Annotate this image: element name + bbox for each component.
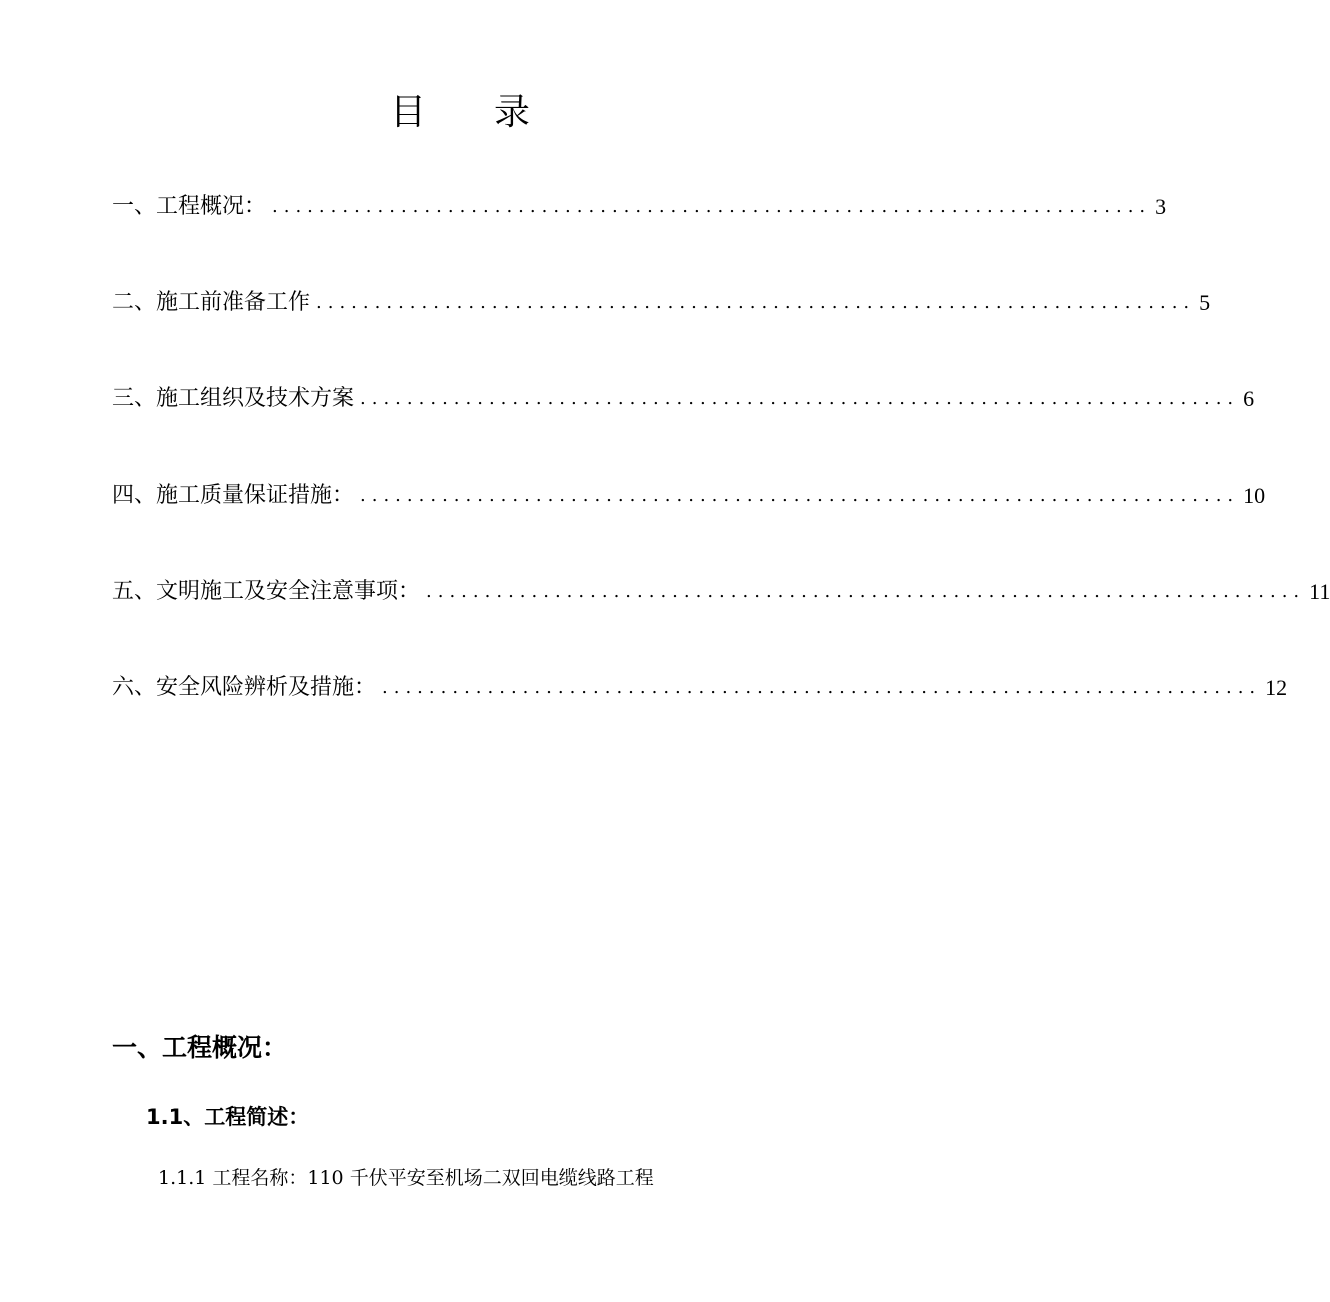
toc-entry-page: 10 bbox=[1243, 483, 1266, 508]
toc-entry-page: 3 bbox=[1155, 194, 1167, 219]
toc-entry-5[interactable] bbox=[112, 575, 1330, 609]
toc-entry-label: 一、工程概况： bbox=[112, 194, 267, 219]
toc-entry-label: 五、文明施工及安全注意事项： bbox=[112, 579, 421, 604]
toc-entry-page: 6 bbox=[1243, 386, 1255, 411]
toc-entry-page: 12 bbox=[1265, 675, 1288, 700]
section-heading: 一、工程概况： bbox=[112, 1033, 288, 1062]
project-name-paragraph: 1.1.1 工程名称：110 千伏平安至机场二双回电缆线路工程 bbox=[158, 1167, 654, 1189]
toc-entry-label: 四、施工质量保证措施： bbox=[112, 483, 355, 508]
toc-entry-label: 六、安全风险辨析及措施： bbox=[112, 675, 377, 700]
toc-dot-leader: ........................................................................... bbox=[382, 677, 1262, 698]
toc-entry-page: 5 bbox=[1199, 290, 1211, 315]
toc-dot-leader: ........................................................................... bbox=[426, 581, 1306, 602]
toc-dot-leader: ........................................................................... bbox=[360, 388, 1240, 409]
toc-entry-4[interactable] bbox=[112, 479, 1266, 513]
toc-entry-3[interactable] bbox=[112, 382, 1255, 416]
toc-entry-label: 三、施工组织及技术方案 bbox=[112, 386, 355, 411]
toc-dot-leader: ........................................................................... bbox=[272, 196, 1152, 217]
toc-entry-6[interactable] bbox=[112, 671, 1288, 705]
toc-title-char-2: 录 bbox=[494, 91, 531, 133]
toc-entry-2[interactable] bbox=[112, 286, 1211, 320]
toc-dot-leader: ........................................................................... bbox=[316, 292, 1196, 313]
toc-title bbox=[0, 84, 920, 134]
toc-entry-page: 11 bbox=[1309, 579, 1330, 604]
toc-dot-leader: ........................................................................... bbox=[360, 485, 1240, 506]
toc-title-char-1: 目 bbox=[389, 91, 426, 133]
subsection-heading: 1.1、工程简述： bbox=[146, 1105, 310, 1129]
toc-entry-1[interactable] bbox=[112, 190, 1167, 224]
toc-entry-label: 二、施工前准备工作 bbox=[112, 290, 311, 315]
